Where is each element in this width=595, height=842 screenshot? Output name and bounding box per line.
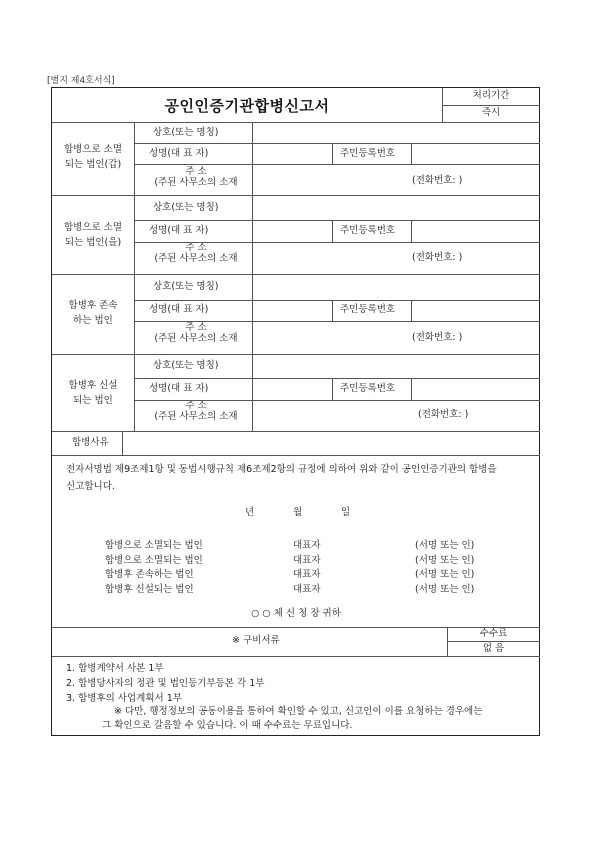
document-item-3: 3. 합병후의 사업계획서 1부	[66, 693, 182, 704]
group-b-rep-label: 성명(대 표 자)	[149, 225, 209, 236]
document-item-2: 2. 합병당사자의 정관 및 법인등기부등본 각 1부	[66, 678, 265, 689]
group-c-address-label: 주 소 (주된 사무소의 소재	[154, 322, 238, 344]
signatory-sign: (서명 또는 인)	[415, 554, 475, 566]
group-label-surviving: 합병후 존속 하는 법인	[68, 300, 118, 326]
signatory-row	[105, 566, 505, 581]
group-c-name-label: 상호(또는 명칭)	[153, 281, 219, 292]
processing-period-label: 처리기간	[472, 90, 510, 101]
group-c-rep-label: 성명(대 표 자)	[149, 304, 209, 315]
signatory-entity: 합병으로 소멸되는 법인	[105, 540, 203, 552]
group-label-absorbed-a: 합병으로 소멸 되는 법인(갑)	[63, 144, 123, 170]
form-title: 공인인증기관합병신고서	[164, 97, 330, 115]
signatory-entity: 합병으로 소멸되는 법인	[105, 554, 203, 566]
signatory-table	[105, 537, 505, 595]
group-a-id-label: 주민등록번호	[340, 148, 396, 159]
signatory-entity: 합병후 신설되는 법인	[105, 583, 194, 595]
signatory-role: 대표자	[293, 583, 321, 595]
signatory-row	[105, 581, 505, 596]
group-b-name-label: 상호(또는 명칭)	[153, 202, 219, 213]
signatory-role: 대표자	[293, 569, 321, 581]
group-d-id-label: 주민등록번호	[340, 383, 396, 394]
form-frame	[51, 87, 540, 736]
group-b-phone-label: (전화번호: )	[412, 252, 463, 263]
group-c-id-label: 주민등록번호	[340, 304, 396, 315]
signatory-sign: (서명 또는 인)	[415, 583, 475, 595]
required-documents-header: ※ 구비서류	[232, 635, 280, 646]
group-a-address-label: 주 소 (주된 사무소의 소재	[154, 166, 238, 188]
signatory-row	[105, 537, 505, 552]
group-label-absorbed-b: 합병으로 소멸 되는 법인(을)	[63, 222, 123, 248]
signatory-sign: (서명 또는 인)	[415, 569, 475, 581]
group-label-new: 합병후 신설 되는 법인	[68, 380, 118, 406]
group-d-rep-label: 성명(대 표 자)	[149, 383, 209, 394]
signatory-entity: 합병후 존속하는 법인	[105, 569, 194, 581]
group-d-name-label: 상호(또는 명칭)	[153, 360, 219, 371]
merger-reason-label: 합병사유	[72, 437, 109, 448]
declaration-text: 전자서명법 제9조제1항 및 동법시행규칙 제6조제2항의 규정에 의하여 위와 같이 공인인증기관의 합병을 신고합니다.	[66, 464, 497, 492]
signatory-sign: (서명 또는 인)	[415, 540, 475, 552]
form-number-label: [별지 제4호서식]	[47, 76, 115, 86]
fee-label: 수수료	[479, 628, 508, 639]
signatory-role: 대표자	[293, 554, 321, 566]
date-day: 일	[341, 507, 351, 518]
date-month: 월	[293, 507, 303, 518]
group-a-name-label: 상호(또는 명칭)	[153, 127, 219, 138]
fee-value: 없 음	[482, 643, 505, 654]
processing-period-value: 즉시	[481, 107, 501, 118]
signatory-role: 대표자	[293, 540, 321, 552]
group-d-address-label: 주 소 (주된 사무소의 소재	[154, 400, 238, 422]
group-b-id-label: 주민등록번호	[340, 225, 396, 236]
date-year: 년	[245, 507, 255, 518]
document-note-line-2: 그 확인으로 갈음할 수 있습니다. 이 때 수수료는 무료입니다.	[102, 720, 353, 731]
document-note-line-1: ※ 다만, 행정정보의 공동이용을 통하여 확인할 수 있고, 신고인이 이를 요청하는 경우에는	[114, 706, 483, 717]
group-b-address-label: 주 소 (주된 사무소의 소재	[154, 242, 238, 264]
group-c-phone-label: (전화번호: )	[412, 332, 463, 343]
group-a-rep-label: 성명(대 표 자)	[149, 148, 209, 159]
document-item-1: 1. 합병계약서 사본 1부	[66, 663, 164, 674]
signatory-row	[105, 552, 505, 567]
group-d-phone-label: (전화번호: )	[418, 409, 469, 420]
group-a-phone-label: (전화번호: )	[412, 175, 463, 186]
addressee: ○ ○ 체 신 청 장 귀하	[251, 608, 341, 619]
